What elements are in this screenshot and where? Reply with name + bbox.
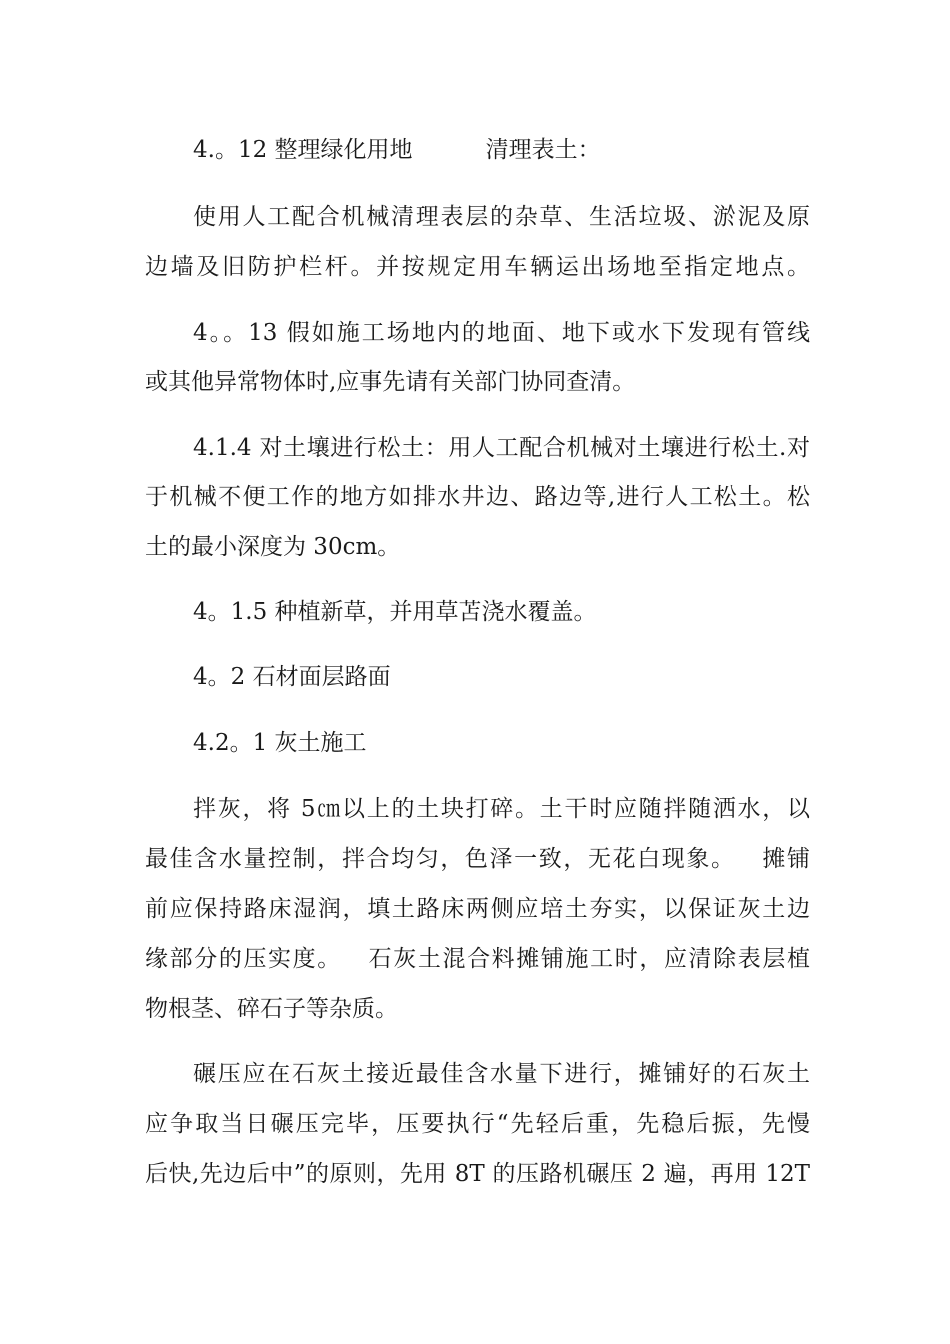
section-4-2-heading: 4。2 石材面层路面 <box>193 664 391 690</box>
paragraph-line: 4.1.4 对土壤进行松土：用人工配合机械对土壤进行松土.对 <box>193 435 810 461</box>
paragraph-line: 使用人工配合机械清理表层的杂草、生活垃圾、淤泥及原 <box>193 204 810 230</box>
section-4-2-1-heading: 4.2。1 灰土施工 <box>193 730 367 756</box>
paragraph-line: 4。。13 假如施工场地内的地面、地下或水下发现有管线 <box>193 320 810 346</box>
paragraph-line: 缘部分的压实度。 石灰土混合料摊铺施工时，应清除表层植 <box>145 946 810 972</box>
paragraph-line: 拌灰，将 5㎝以上的土块打碎。土干时应随拌随洒水，以 <box>193 796 810 822</box>
paragraph-line: 边墙及旧防护栏杆。并按规定用车辆运出场地至指定地点。 <box>145 254 810 280</box>
paragraph-line: 或其他异常物体时,应事先请有关部门协同查清。 <box>145 369 636 395</box>
paragraph-line: 土的最小深度为 30cm。 <box>145 534 401 560</box>
paragraph-line: 最佳含水量控制，拌合均匀，色泽一致，无花白现象。 摊铺 <box>145 846 810 872</box>
paragraph-line: 物根茎、碎石子等杂质。 <box>145 996 398 1022</box>
paragraph-line: 后快,先边后中”的原则，先用 8T 的压路机碾压 2 遍，再用 12T <box>145 1161 810 1187</box>
paragraph-line: 前应保持路床湿润，填土路床两侧应培土夯实，以保证灰土边 <box>145 896 810 922</box>
section-4-1-2-heading: 4.。12 整理绿化用地 清理表土： <box>193 137 601 163</box>
paragraph-line: 碾压应在石灰土接近最佳含水量下进行，摊铺好的石灰土 <box>193 1061 810 1087</box>
paragraph-line: 应争取当日碾压完毕，压要执行“先轻后重，先稳后振，先慢 <box>145 1111 810 1137</box>
paragraph-line: 4。1.5 种植新草，并用草苫浇水覆盖。 <box>193 599 597 625</box>
paragraph-line: 于机械不便工作的地方如排水井边、路边等,进行人工松土。松 <box>145 484 810 510</box>
